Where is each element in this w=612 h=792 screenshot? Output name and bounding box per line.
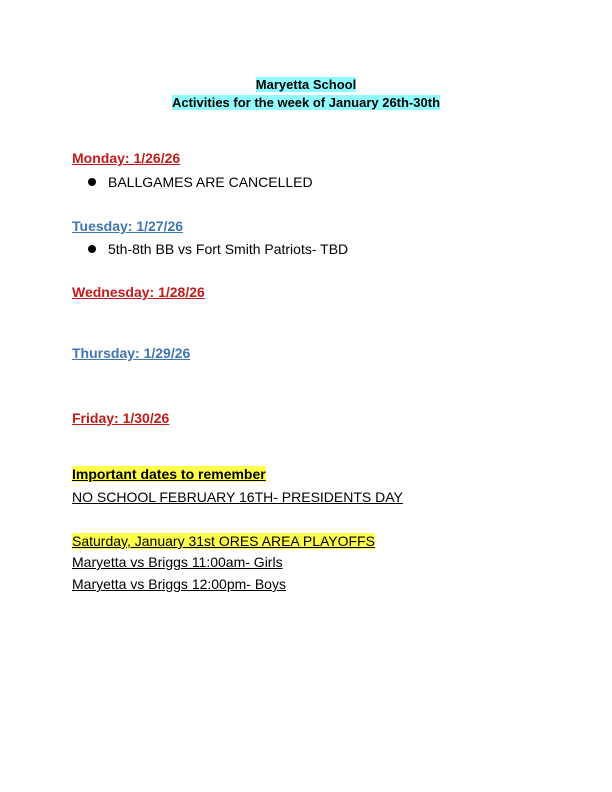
playoff-game-boys: Maryetta vs Briggs 12:00pm- Boys (72, 576, 286, 592)
playoffs-heading-text: Saturday, January 31st ORES AREA PLAYOFFS (72, 533, 375, 549)
monday-item (88, 174, 313, 190)
important-dates-heading (72, 466, 266, 482)
bullet-icon (88, 178, 96, 186)
monday-heading: Monday: 1/26/26 (72, 150, 181, 166)
tuesday-item (88, 241, 348, 257)
tuesday-item-text: 5th-8th BB vs Fort Smith Patriots- TBD (108, 241, 349, 257)
playoff-game-girls: Maryetta vs Briggs 11:00am- Girls (72, 554, 283, 570)
thursday-heading: Thursday: 1/29/26 (72, 345, 191, 361)
tuesday-heading: Tuesday: 1/27/26 (72, 218, 184, 234)
important-dates-heading-text: Important dates to remember (72, 466, 266, 482)
bullet-icon (88, 245, 96, 253)
monday-item-text: BALLGAMES ARE CANCELLED (108, 174, 313, 190)
document-header (0, 76, 612, 112)
friday-heading: Friday: 1/30/26 (72, 410, 170, 426)
no-school-line: NO SCHOOL FEBRUARY 16TH- PRESIDENTS DAY (72, 489, 403, 505)
playoffs-heading (72, 533, 375, 549)
school-name: Maryetta School (255, 77, 357, 92)
week-subtitle: Activities for the week of January 26th-30th (171, 95, 441, 110)
wednesday-heading: Wednesday: 1/28/26 (72, 284, 205, 300)
